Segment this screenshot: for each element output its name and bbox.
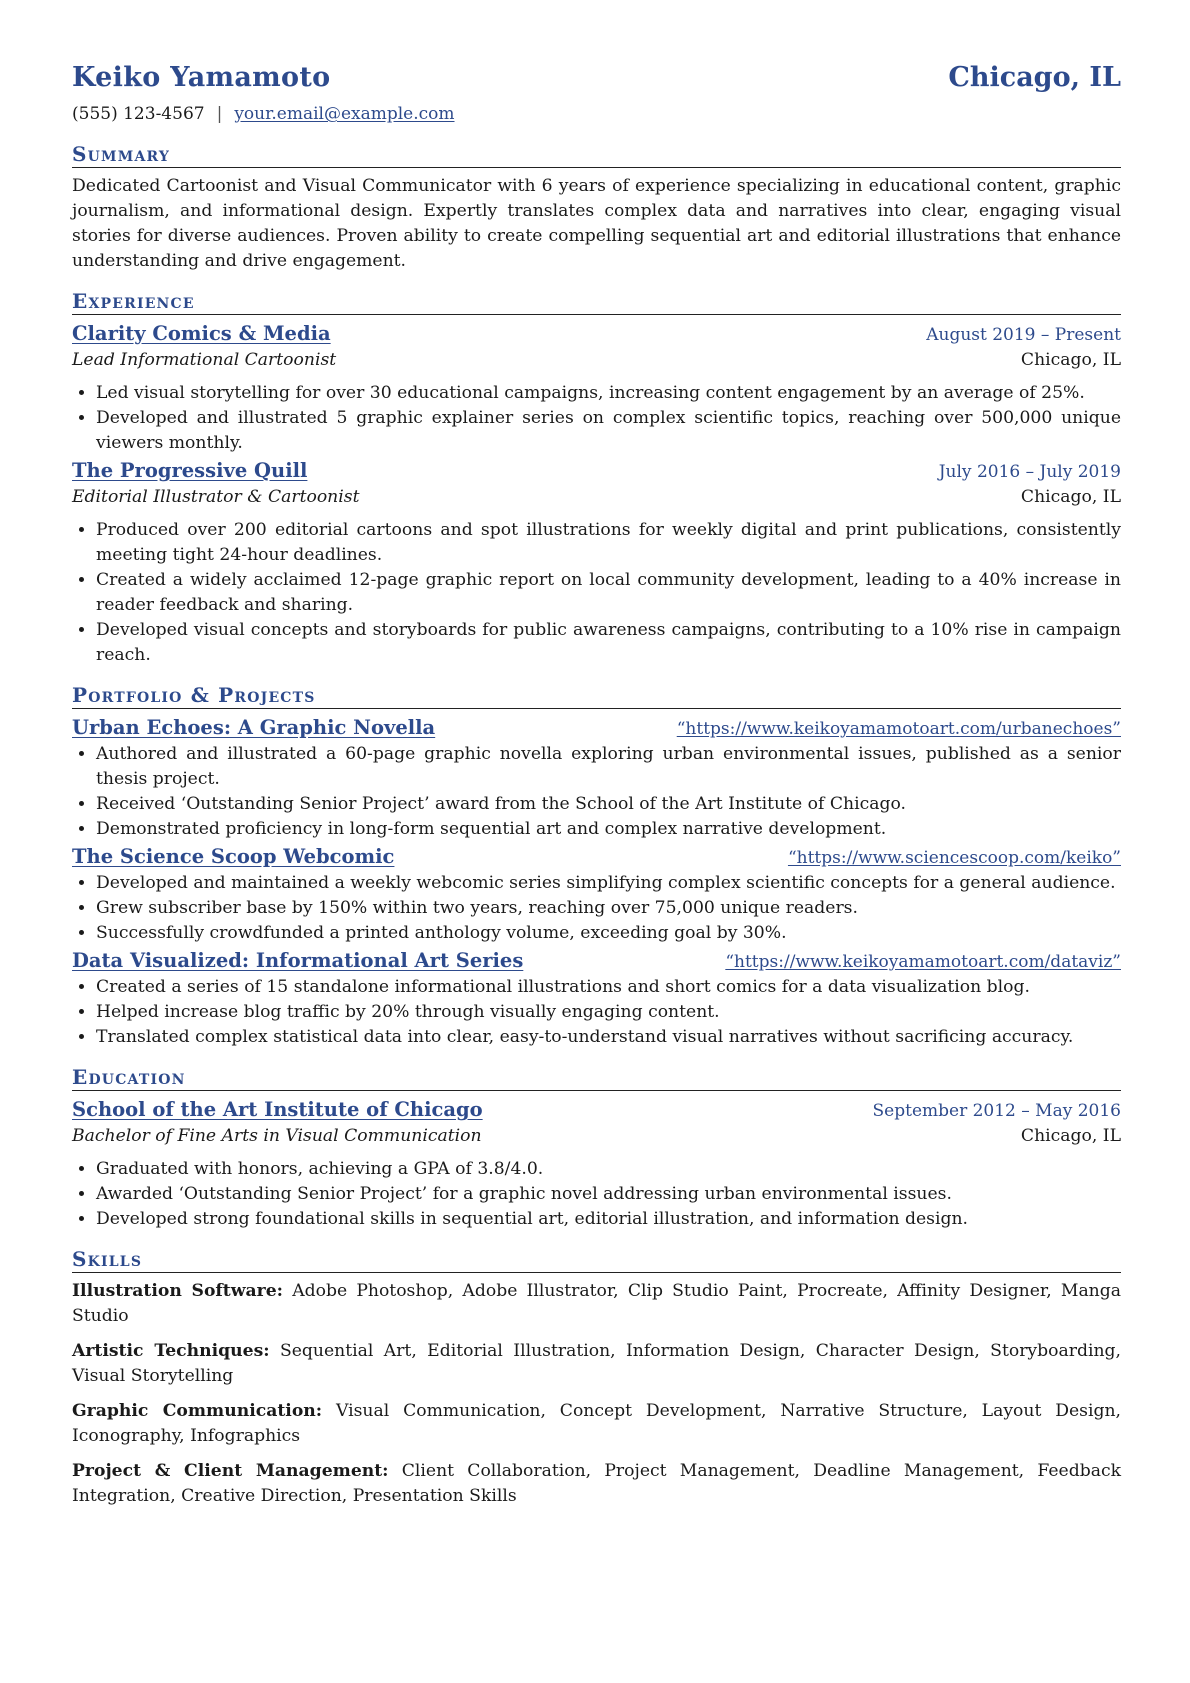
section-title-experience: Experience: [72, 288, 1121, 315]
list-item: • Awarded ‘Outstanding Senior Project’ for a graphic novel addressing urban environmental issues.: [96, 1182, 1121, 1207]
section-title-summary: Summary: [72, 141, 1121, 168]
list-item: • Created a widely acclaimed 12-page graphic report on local community development, leading to a 40% increase in reader feedback and sharing.: [96, 568, 1121, 618]
list-item: • Developed and illustrated 5 graphic explainer series on complex scientific topics, reaching over 500,000 unique viewers monthly.: [96, 406, 1121, 456]
list-item: • Produced over 200 editorial cartoons and spot illustrations for weekly digital and print publications, consistently meeting tight 24-hour deadlines.: [96, 518, 1121, 568]
skill-text: Sequential Art, Editorial Illustration, Information Design, Character Design, Storyboarding, Visual Storytelling: [72, 1341, 1121, 1386]
skill-label: Graphic Communication:: [72, 1401, 323, 1421]
list-item: • Successfully crowdfunded a printed anthology volume, exceeding goal by 30%.: [96, 921, 1121, 946]
project-entry: [72, 715, 1121, 842]
skills-section: [72, 1246, 1121, 1509]
project-title-link[interactable]: Data Visualized: Informational Art Series: [72, 949, 524, 972]
education-dates: September 2012 – May 2016: [872, 1101, 1121, 1121]
list-item: • Developed visual concepts and storyboards for public awareness campaigns, contributing to a 10% rise in campaign reach.: [96, 618, 1121, 668]
skill-text: Visual Communication, Concept Development, Narrative Structure, Layout Design, Iconography, Infographics: [72, 1401, 1121, 1446]
list-item: • Grew subscriber base by 150% within two years, reaching over 75,000 unique readers.: [96, 896, 1121, 921]
skill-label: Artistic Techniques:: [72, 1341, 270, 1361]
project-title-link[interactable]: Urban Echoes: A Graphic Novella: [72, 716, 436, 739]
candidate-name: Keiko Yamamoto: [72, 62, 331, 93]
education-bullets: [72, 1157, 1121, 1232]
job-role: Lead Informational Cartoonist: [72, 350, 337, 370]
project-url-link[interactable]: “https://www.keikoyamamotoart.com/urbanechoes”: [676, 719, 1121, 739]
experience-entry: [72, 321, 1121, 456]
resume-page: [72, 60, 1121, 1519]
list-item: • Developed strong foundational skills in sequential art, editorial illustration, and information design.: [96, 1207, 1121, 1232]
skill-line: [72, 1339, 1121, 1389]
skill-line: [72, 1459, 1121, 1509]
list-item: • Received ‘Outstanding Senior Project’ award from the School of the Art Institute of Chicago.: [96, 792, 1121, 817]
job-location: Chicago, IL: [1020, 487, 1121, 507]
list-item: • Graduated with honors, achieving a GPA of 3.8/4.0.: [96, 1157, 1121, 1182]
project-url-link[interactable]: “https://www.sciencescoop.com/keiko”: [787, 848, 1121, 868]
section-title-projects: Portfolio & Projects: [72, 682, 1121, 709]
list-item: • Helped increase blog traffic by 20% through visually engaging content.: [96, 1000, 1121, 1025]
company-link[interactable]: The Progressive Quill: [72, 459, 308, 482]
list-item: • Led visual storytelling for over 30 educational campaigns, increasing content engagement by an average of 25%.: [96, 381, 1121, 406]
project-bullets: [72, 742, 1121, 842]
experience-section: [72, 288, 1121, 668]
job-bullets: [72, 381, 1121, 456]
school-link[interactable]: School of the Art Institute of Chicago: [72, 1098, 483, 1121]
job-bullets: [72, 518, 1121, 668]
company-link[interactable]: Clarity Comics & Media: [72, 322, 331, 345]
candidate-location: Chicago, IL: [948, 62, 1121, 93]
projects-section: [72, 682, 1121, 1050]
summary-text: Dedicated Cartoonist and Visual Communicator with 6 years of experience specializing in educational content, graphic journalism, and informational design. Expertly translates complex data and narratives into clear, engaging visual stories for diverse audiences. Proven ability to create compelling sequential art and editorial illustrations that enhance understanding and drive engagement.: [72, 176, 1121, 271]
degree: Bachelor of Fine Arts in Visual Communication: [72, 1126, 482, 1146]
project-url-link[interactable]: “https://www.keikoyamamotoart.com/dataviz”: [725, 952, 1121, 972]
job-dates: August 2019 – Present: [926, 325, 1121, 345]
project-entry: [72, 844, 1121, 946]
list-item: • Created a series of 15 standalone informational illustrations and short comics for a data visualization blog.: [96, 975, 1121, 1000]
skill-label: Project & Client Management:: [72, 1461, 389, 1481]
skill-text: Adobe Photoshop, Adobe Illustrator, Clip Studio Paint, Procreate, Affinity Designer, Manga Studio: [72, 1281, 1122, 1326]
list-item: • Developed and maintained a weekly webcomic series simplifying complex scientific concepts for a general audience.: [96, 871, 1121, 896]
contact-separator: |: [216, 104, 223, 124]
list-item: • Authored and illustrated a 60-page graphic novella exploring urban environmental issues, published as a senior thesis project.: [96, 742, 1121, 792]
project-bullets: [72, 871, 1121, 946]
section-title-education: Education: [72, 1064, 1121, 1091]
phone-number: (555) 123-4567: [72, 104, 205, 124]
project-title-link[interactable]: The Science Scoop Webcomic: [72, 845, 395, 868]
experience-entry: [72, 458, 1121, 668]
list-item: • Demonstrated proficiency in long-form sequential art and complex narrative development.: [96, 817, 1121, 842]
education-entry: [72, 1097, 1121, 1232]
skill-label: Illustration Software:: [72, 1281, 284, 1301]
skill-text: Client Collaboration, Project Management, Deadline Management, Feedback Integration, Creative Direction, Presentation Skills: [72, 1461, 1121, 1506]
project-entry: [72, 948, 1121, 1050]
skill-line: [72, 1399, 1121, 1449]
job-role: Editorial Illustrator & Cartoonist: [72, 487, 360, 507]
resume-header: [72, 60, 1121, 96]
job-dates: July 2016 – July 2019: [938, 462, 1121, 482]
project-bullets: [72, 975, 1121, 1050]
summary-section: [72, 141, 1121, 274]
section-title-skills: Skills: [72, 1246, 1121, 1273]
education-section: [72, 1064, 1121, 1232]
contact-line: [72, 102, 1121, 127]
education-location: Chicago, IL: [1020, 1126, 1121, 1146]
email-link[interactable]: your.email@example.com: [234, 104, 455, 124]
list-item: • Translated complex statistical data into clear, easy-to-understand visual narratives without sacrificing accuracy.: [96, 1025, 1121, 1050]
skill-line: [72, 1279, 1121, 1329]
job-location: Chicago, IL: [1020, 350, 1121, 370]
